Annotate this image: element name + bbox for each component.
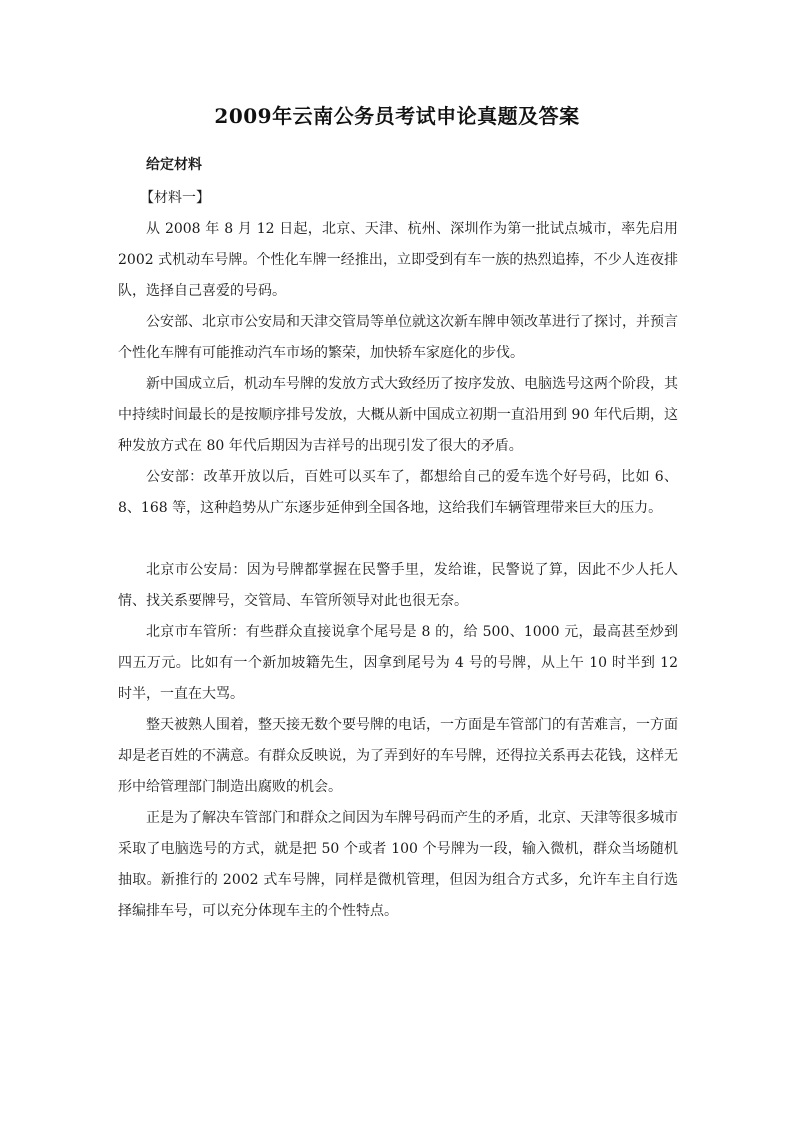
page-title: 2009年云南公务员考试申论真题及答案 xyxy=(214,104,580,128)
paragraph-8: 正是为了解决车管部门和群众之间因为车牌号码而产生的矛盾，北京、天津等很多城市采取了电脑选号的方式，就是把 50 个或者 100 个号牌为一段，输入微机，群众当场随机抽取。新推行的 2002 式车号牌，同样是微机管理，但因为组合方式多，允许车主自行选择编排车号，可以充分体现车主的个性特点。 xyxy=(118,810,678,919)
paragraph-6: 北京市车管所：有些群众直接说拿个尾号是 8 的，给 500、1000 元，最高甚至炒到四五万元。比如有一个新加坡籍先生，因拿到尾号为 4 号的号牌，从上午 10 时半到 12 时半，一直在大骂。 xyxy=(118,624,678,702)
paragraph-2: 公安部、北京市公安局和天津交管局等单位就这次新车牌申领改革进行了探讨，并预言个性化车牌有可能推动汽车市场的繁荣，加快轿车家庭化的步伐。 xyxy=(118,314,678,361)
paragraph-7: 整天被熟人围着，整天接无数个要号牌的电话，一方面是车管部门的有苦难言，一方面却是老百姓的不满意。有群众反映说，为了弄到好的车号牌，还得拉关系再去花钱，这样无形中给管理部门制造出腐败的机会。 xyxy=(118,717,678,795)
paragraph-4: 公安部：改革开放以后，百姓可以买车了，都想给自己的爱车选个好号码，比如 6、8、168 等，这种趋势从广东逐步延伸到全国各地，这给我们车辆管理带来巨大的压力。 xyxy=(118,469,678,516)
paragraph-spacer xyxy=(118,524,678,555)
paragraph-3: 新中国成立后，机动车号牌的发放方式大致经历了按序发放、电脑选号这两个阶段，其中持续时间最长的是按顺序排号发放，大概从新中国成立初期一直沿用到 90 年代后期，这种发放方式在 80 年代后期因为吉祥号的出现引发了很大的矛盾。 xyxy=(118,376,678,454)
material-label: 【材料一】 xyxy=(140,190,210,206)
paragraph-5: 北京市公安局：因为号牌都掌握在民警手里，发给谁，民警说了算，因此不少人托人情、找关系要牌号，交管局、车管所领导对此也很无奈。 xyxy=(118,562,678,609)
section-heading: 给定材料 xyxy=(146,157,202,173)
document-body xyxy=(118,150,678,927)
paragraph-1: 从 2008 年 8 月 12 日起，北京、天津、杭州、深圳作为第一批试点城市，率先启用 2002 式机动车号牌。个性化车牌一经推出，立即受到有车一族的热烈追捧，不少人连夜排队，选择自己喜爱的号码。 xyxy=(118,221,678,299)
